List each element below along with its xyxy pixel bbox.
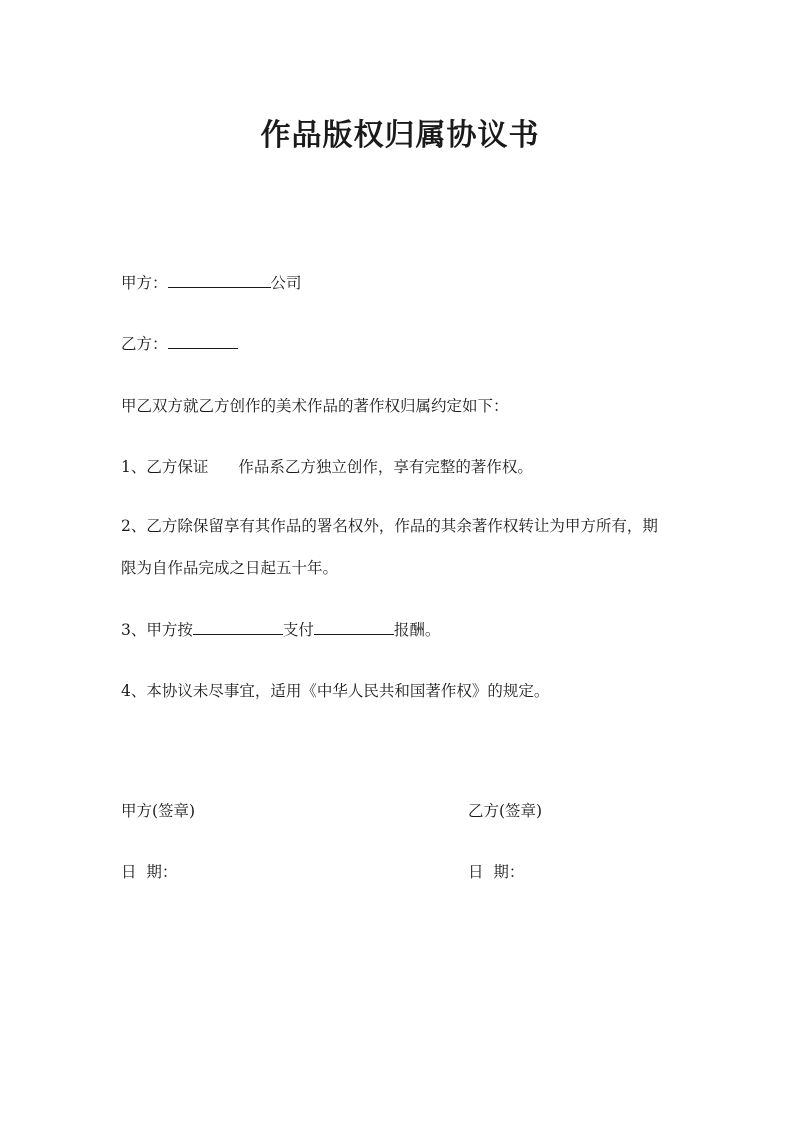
party-a-suffix: 公司 [270,274,302,292]
party-b-signature: 乙方(签章) [468,802,543,820]
clause-3 [121,620,440,640]
clause-1 [121,457,533,477]
party-a-date: 日 期： [121,863,178,881]
intro-text: 甲乙双方就乙方创作的美术作品的著作权归属约定如下： [121,397,509,415]
clause-1-text: 作品系乙方独立创作，享有完整的著作权。 [238,458,533,476]
clause-2-line-2: 限为自作品完成之日起五十年。 [121,559,339,577]
document-title: 作品版权归属协议书 [260,118,540,153]
clause-3-part-3: 报酬。 [393,621,441,639]
clause-3-part-1: 3、甲方按 [121,621,193,639]
clause-4: 4、本协议未尽事宜，适用《中华人民共和国著作权》的规定。 [121,682,550,700]
party-a-line [121,273,302,293]
clause-1-prefix: 1、乙方保证 [121,458,209,476]
party-b-label: 乙方： [121,335,168,353]
party-b-line [121,334,238,354]
clause-2-line-1: 2、乙方除保留享有其作品的署名权外，作品的其余著作权转让为甲方所有，期 [121,517,658,535]
clause-3-part-2: 支付 [282,621,314,639]
party-b-blank [168,334,238,349]
clause-3-method-blank [193,620,283,635]
clause-3-amount-blank [314,620,394,635]
party-b-date: 日 期： [468,863,525,881]
party-a-label: 甲方： [121,274,168,292]
party-a-signature: 甲方(签章) [121,802,196,820]
party-a-blank [168,273,271,288]
